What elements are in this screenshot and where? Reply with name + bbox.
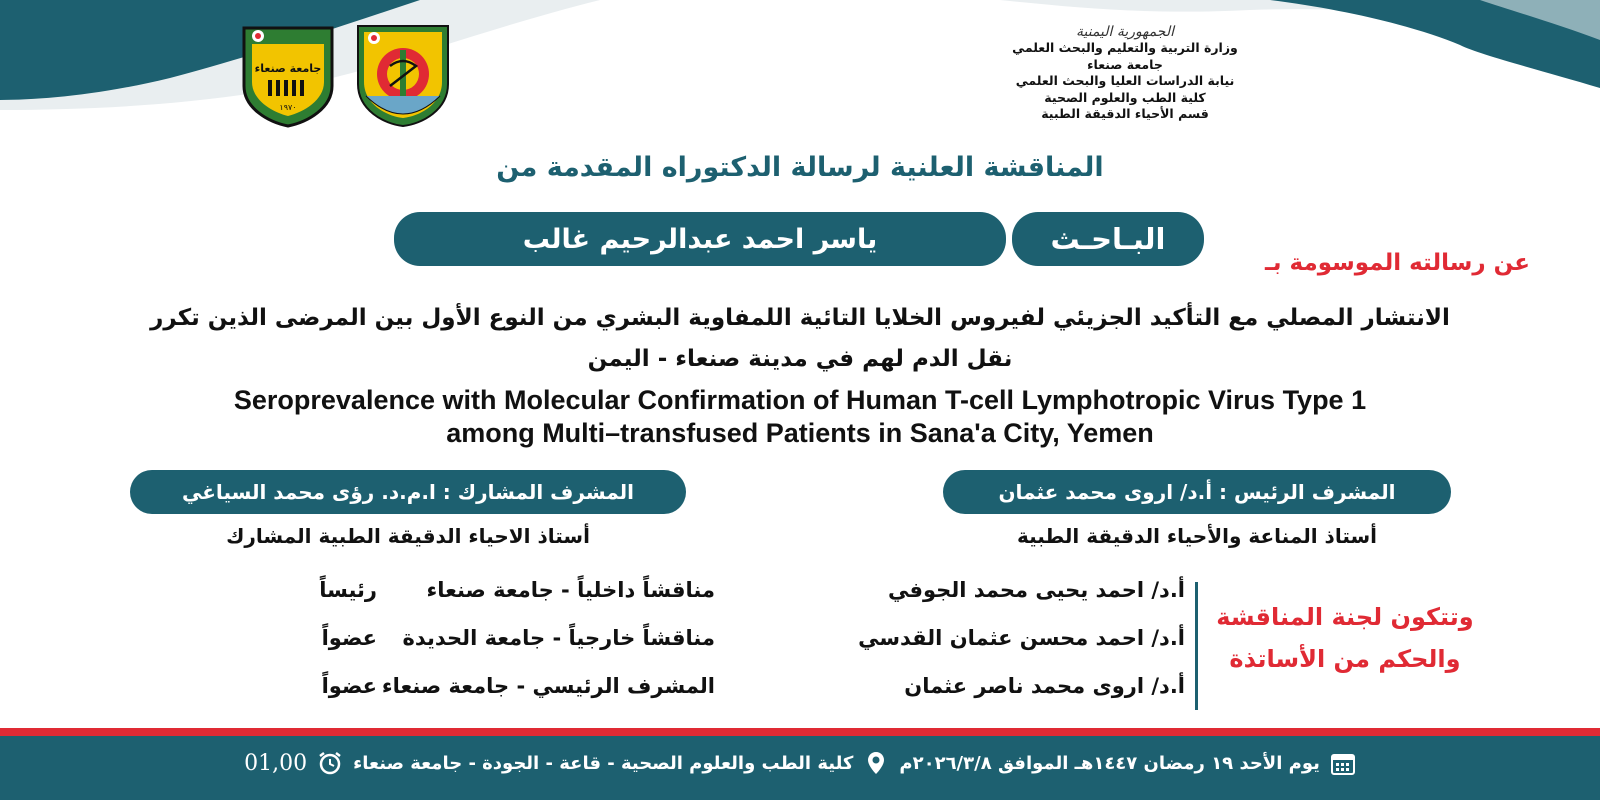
faculty-name: كلية الطب والعلوم الصحية bbox=[1044, 89, 1206, 105]
committee-member bbox=[140, 626, 1185, 666]
location-pin-icon bbox=[863, 750, 889, 776]
co-supervisor: المشرف المشارك : ا.م.د. رؤى محمد السياغي bbox=[130, 470, 686, 514]
member-position: عضواً bbox=[321, 626, 377, 650]
footer-bar bbox=[0, 736, 1600, 800]
thesis-arabic-title bbox=[70, 298, 1530, 380]
logo-university-year: ١٩٧٠ bbox=[279, 103, 297, 112]
committee-member bbox=[140, 578, 1185, 618]
ministry-header bbox=[995, 24, 1255, 123]
member-name: أ.د/ اروى محمد ناصر عثمان bbox=[904, 674, 1185, 698]
footer-red-band bbox=[0, 728, 1600, 736]
committee-label-line1: وتتكون لجنة المناقشة bbox=[1216, 603, 1474, 631]
member-name: أ.د/ احمد محسن عثمان القدسي bbox=[858, 626, 1185, 650]
member-role: مناقشاً داخلياً - جامعة صنعاء bbox=[426, 578, 715, 602]
committee-label-line2: والحكم من الأساتذة bbox=[1229, 645, 1461, 673]
thesis-arabic-line2: نقل الدم لهم في مدينة صنعاء - اليمن bbox=[587, 346, 1013, 372]
member-role: المشرف الرئيسي - جامعة صنعاء bbox=[381, 674, 715, 698]
calendar-icon bbox=[1330, 750, 1356, 776]
deanship-name: نيابة الدراسات العليا والبحث العلمي bbox=[1015, 73, 1235, 88]
medicine-faculty-logo bbox=[350, 22, 456, 128]
member-position: رئيساً bbox=[319, 578, 377, 602]
department-name: قسم الأحياء الدقيقة الطبية bbox=[1041, 106, 1209, 121]
headline: المناقشة العلنية لرسالة الدكتوراه المقدمة من bbox=[496, 152, 1104, 183]
thesis-english-line1: Seroprevalence with Molecular Confirmation of Human T-cell Lymphotropic Virus Type 1 bbox=[233, 385, 1367, 415]
main-supervisor-title: أستاذ المناعة والأحياء الدقيقة الطبية bbox=[1016, 524, 1378, 548]
alarm-clock-icon bbox=[317, 750, 343, 776]
member-position: عضواً bbox=[321, 674, 377, 698]
university-name: جامعة صنعاء bbox=[1087, 56, 1163, 72]
event-time: 01,00 bbox=[244, 750, 308, 776]
logo-university-text: جامعة صنعاء bbox=[254, 62, 322, 75]
thesis-english-title bbox=[60, 384, 1540, 450]
co-supervisor-title: أستاذ الاحياء الدقيقة الطبية المشارك bbox=[226, 524, 590, 548]
member-role: مناقشاً خارجياً - جامعة الحديدة bbox=[402, 626, 715, 650]
ministry-name: وزارة التربية والتعليم والبحث العلمي bbox=[1012, 40, 1238, 55]
sanaa-university-logo bbox=[238, 22, 338, 128]
thesis-english-line2: among Multi–transfused Patients in Sana'a City, Yemen bbox=[446, 418, 1154, 448]
committee-member bbox=[140, 674, 1185, 714]
researcher-label: البـاحـث bbox=[1012, 212, 1204, 266]
republic-calligraphy: الجمهورية اليمنية bbox=[1075, 24, 1174, 40]
committee-divider bbox=[1195, 582, 1198, 710]
thesis-subtitle: عن رسالته الموسومة بـ bbox=[1265, 250, 1530, 276]
thesis-arabic-line1: الانتشار المصلي مع التأكيد الجزيئي لفيروس الخلايا التائية اللمفاوية البشري من النوع الأول بين المرضى الذين تكرر bbox=[150, 305, 1450, 331]
committee-label bbox=[1195, 596, 1495, 680]
event-date: يوم الأحد ١٩ رمضان ١٤٤٧هـ الموافق ٢٠٢٦/٣/٨م bbox=[899, 752, 1320, 774]
event-location: كلية الطب والعلوم الصحية - قاعة - الجودة - جامعة صنعاء bbox=[353, 752, 854, 774]
member-name: أ.د/ احمد يحيى محمد الجوفي bbox=[888, 578, 1185, 602]
researcher-name: ياسر احمد عبدالرحيم غالب bbox=[394, 212, 1006, 266]
main-supervisor: المشرف الرئيس : أ.د/ اروى محمد عثمان bbox=[943, 470, 1451, 514]
